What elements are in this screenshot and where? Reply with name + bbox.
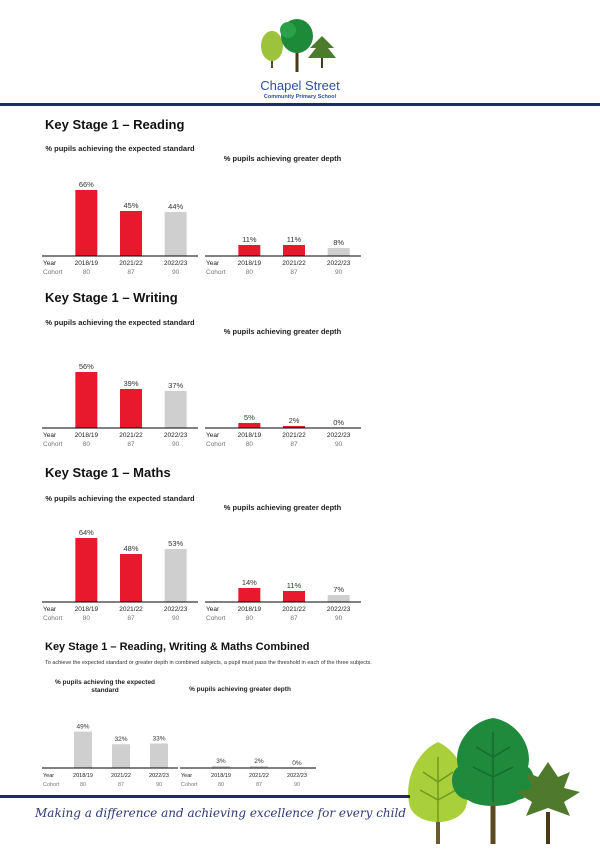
school-name: Chapel Street [260,78,340,93]
axis-cohort-label: Cohort [206,615,226,622]
data-label: 7% [333,585,345,594]
tick-label: 2021/22 [119,432,143,439]
axis-cohort-label: Cohort [206,269,226,276]
cohort-label: 80 [245,269,253,276]
data-label: 66% [78,180,94,189]
chart-combined-greater [178,700,318,792]
axis-year-label: Year [206,432,220,439]
cohort-label: 90 [335,269,343,276]
data-label: 49% [76,723,90,731]
tick-label: 2021/22 [119,606,143,613]
data-label: 56% [78,362,94,371]
data-label: 64% [78,528,94,537]
cohort-label: 80 [245,441,253,448]
data-label: 33% [152,735,166,743]
cohort-label: 87 [290,269,298,276]
cohort-label: 87 [127,441,135,448]
axis-year-label: Year [206,260,220,267]
axis-year-label: Year [43,606,57,613]
bar [165,549,187,602]
data-label: 2% [288,416,300,425]
data-label: 11% [242,235,257,244]
logo-trees-icon [250,16,350,74]
bar [165,391,187,428]
bar [75,372,97,428]
footer-trees-icon [398,712,588,844]
bar [328,595,350,602]
tick-label: 2021/22 [111,773,131,779]
bar [75,190,97,256]
tick-label: 2018/19 [237,432,262,439]
axis-year-label: Year [206,606,220,613]
cohort-label: 80 [79,782,87,788]
cohort-label: 87 [127,615,135,622]
tick-label: 2018/19 [211,773,231,779]
footer-rule [0,795,410,798]
data-label: 11% [286,581,302,590]
cohort-label: 87 [255,782,263,788]
axis-year-label: Year [43,432,57,439]
school-subtitle: Community Primary School [263,94,337,100]
section-title-writing: Key Stage 1 – Writing [45,290,178,305]
tick-label: 2022/23 [163,432,188,439]
bar [238,245,260,256]
tick-label: 2018/19 [74,432,99,439]
axis-cohort-label: Cohort [43,441,63,448]
tick-label: 2018/19 [237,606,262,613]
data-label: 53% [168,539,184,548]
tick-label: 2021/22 [282,260,306,267]
bar [120,554,142,602]
data-label: 39% [123,379,139,388]
cohort-label: 87 [290,615,298,622]
chart-writing-greater [203,342,363,452]
data-label: 32% [114,736,128,744]
tick-label: 2018/19 [73,773,93,779]
section-title-reading: Key Stage 1 – Reading [45,117,185,132]
bar [150,743,168,768]
axis-cohort-label: Cohort [43,269,63,276]
bar [120,211,142,256]
tick-label: 2018/19 [74,260,99,267]
chart-reading-greater [203,170,363,280]
chart-reading-expected [40,170,200,280]
data-label: 48% [123,544,139,553]
expected-title-maths: % pupils achieving the expected standard [45,494,195,503]
tick-label: 2022/23 [326,432,351,439]
bar [165,212,187,256]
expected-title-writing: % pupils achieving the expected standard [45,318,195,327]
tick-label: 2022/23 [287,773,307,779]
axis-year-label: Year [43,260,57,267]
data-label: 44% [168,202,184,211]
greater-title-writing: % pupils achieving greater depth [223,327,342,336]
header-rule [0,103,600,106]
tick-label: 2022/23 [163,260,188,267]
tick-label: 2018/19 [74,606,99,613]
bar [120,389,142,428]
expected-title-reading: % pupils achieving the expected standard [45,144,195,153]
cohort-label: 87 [117,782,125,788]
data-label: 14% [241,578,257,587]
cohort-label: 80 [82,441,90,448]
greater-title-combined: % pupils achieving greater depth [189,686,291,693]
data-label: 0% [292,760,302,767]
axis-cohort-label: Cohort [43,615,63,622]
data-label: 0% [333,418,345,427]
axis-year-label: Year [43,773,55,779]
cohort-label: 80 [217,782,225,788]
cohort-label: 80 [245,615,253,622]
tagline: Making a difference and achieving excellence for every child [35,806,407,820]
data-label: 11% [286,235,302,244]
data-label: 45% [123,201,139,210]
data-label: 8% [333,238,345,247]
tick-label: 2021/22 [282,606,306,613]
section-title-combined: Key Stage 1 – Reading, Writing & Maths Combined [45,641,310,653]
tick-label: 2022/23 [163,606,188,613]
cohort-label: 90 [335,615,343,622]
expected-title-combined: % pupils achieving the expected standard [54,679,156,694]
chart-maths-greater [203,516,363,626]
bar [112,744,130,768]
bar [238,588,260,602]
cohort-label: 80 [82,615,90,622]
cohort-label: 90 [172,269,180,276]
chart-maths-expected [40,516,200,626]
bar [74,732,92,768]
bar [283,591,305,602]
bar [238,423,260,428]
cohort-label: 87 [290,441,298,448]
data-label: 37% [168,381,184,390]
tick-label: 2022/23 [326,606,351,613]
tick-label: 2022/23 [149,773,169,779]
bar [75,538,97,602]
axis-cohort-label: Cohort [43,782,60,788]
chart-combined-expected [40,700,180,792]
axis-year-label: Year [181,773,193,779]
cohort-label: 87 [127,269,135,276]
greater-title-reading: % pupils achieving greater depth [223,154,342,163]
combined-note: To achieve the expected standard or greater depth in combined subjects, a pupil must pass the threshold in each of the three subjects. [45,660,372,666]
school-logo [250,16,350,100]
data-label: 2% [254,758,264,765]
tick-label: 2021/22 [249,773,269,779]
cohort-label: 90 [172,441,180,448]
greater-title-maths: % pupils achieving greater depth [223,503,342,512]
tick-label: 2021/22 [282,432,306,439]
axis-cohort-label: Cohort [181,782,198,788]
data-label: 3% [216,757,226,765]
bar [328,248,350,256]
cohort-label: 90 [335,441,343,448]
cohort-label: 90 [293,782,301,788]
tick-label: 2018/19 [237,260,262,267]
tick-label: 2022/23 [326,260,351,267]
tick-label: 2021/22 [119,260,143,267]
cohort-label: 90 [172,615,180,622]
bar [283,245,305,256]
section-title-maths: Key Stage 1 – Maths [45,465,171,480]
data-label: 5% [243,413,255,422]
cohort-label: 80 [82,269,90,276]
cohort-label: 90 [155,782,163,788]
chart-writing-expected [40,342,200,452]
axis-cohort-label: Cohort [206,441,226,448]
